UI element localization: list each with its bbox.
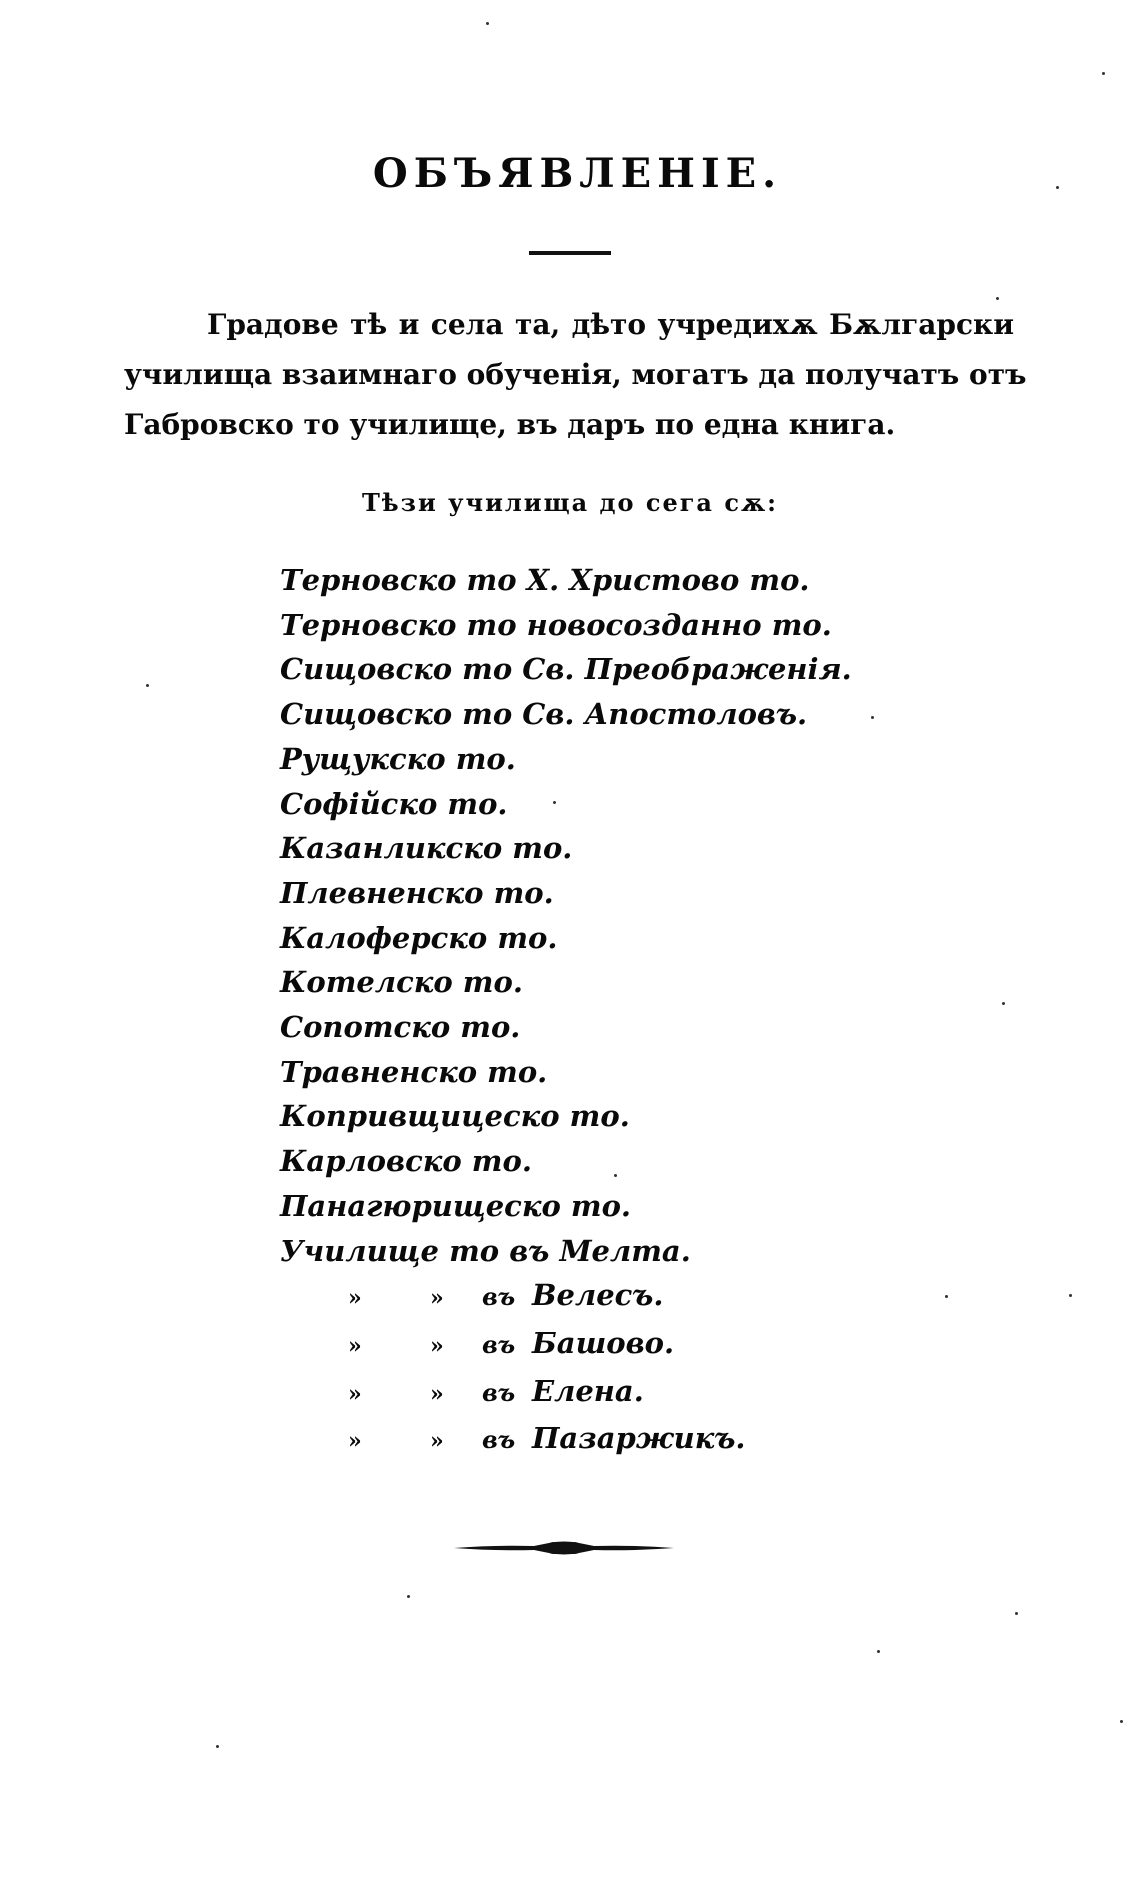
scan-speck xyxy=(407,1595,410,1598)
scan-speck xyxy=(871,716,874,719)
ditto-preposition: въ xyxy=(482,1377,516,1407)
paragraph-line-1: Градове тѣ и села та, дѣто учредихѫ Бѫлгарски xyxy=(207,308,1014,341)
scan-speck xyxy=(996,297,999,300)
paragraph-line-2: училища взаимнаго обученія, могатъ да получатъ отъ xyxy=(124,358,1027,391)
scan-speck xyxy=(486,22,489,25)
ditto-preposition: въ xyxy=(482,1425,516,1455)
schools-subheading: Тѣзи училища до сега сѫ: xyxy=(361,488,779,517)
ditto-mark: » xyxy=(348,1285,362,1312)
ditto-preposition: въ xyxy=(482,1329,516,1359)
ditto-school-item xyxy=(280,1321,852,1369)
ditto-mark: » xyxy=(430,1428,444,1455)
school-item: Училище то въ Мелта. xyxy=(280,1233,691,1268)
ditto-mark: » xyxy=(348,1380,362,1407)
school-item: Терновско то Х. Христово то. xyxy=(280,563,810,597)
school-item: Сопотско то. xyxy=(280,1010,521,1045)
scan-speck xyxy=(877,1650,880,1653)
page-title: ОБЪЯВЛЕНІЕ. xyxy=(372,150,783,197)
paragraph-line-3: Габровско то училище, въ даръ по една книга. xyxy=(124,408,896,441)
scan-speck xyxy=(614,1174,617,1177)
school-item: Калоферско то. xyxy=(280,920,558,955)
scan-speck xyxy=(1069,1294,1072,1297)
announcement-paragraph xyxy=(124,300,1027,450)
school-list xyxy=(280,558,852,1464)
ditto-mark: » xyxy=(430,1380,444,1407)
school-item: Казанликско то. xyxy=(280,831,573,866)
school-place: Елена. xyxy=(532,1373,644,1408)
school-place: Велесъ. xyxy=(532,1278,664,1313)
scan-speck xyxy=(553,801,556,804)
school-item: Рущукско то. xyxy=(280,741,516,776)
scan-speck xyxy=(146,684,149,687)
title-divider xyxy=(529,251,611,255)
ornament-divider xyxy=(454,1533,674,1563)
scan-speck xyxy=(945,1295,948,1298)
ditto-mark: » xyxy=(430,1285,444,1312)
school-item: Сищовско то Св. Преображенія. xyxy=(280,652,852,687)
school-item: Софійско то. xyxy=(280,786,508,821)
scan-speck xyxy=(1102,72,1105,75)
school-item: Травненско то. xyxy=(280,1054,548,1089)
ditto-school-item xyxy=(280,1273,852,1321)
scan-speck xyxy=(216,1745,219,1748)
ditto-mark: » xyxy=(348,1332,362,1359)
scan-speck xyxy=(1015,1612,1018,1615)
school-item: Карловско то. xyxy=(280,1144,532,1179)
school-item: Панагюрищеско то. xyxy=(280,1188,632,1223)
ditto-mark: » xyxy=(430,1332,444,1359)
scan-speck xyxy=(1002,1002,1005,1005)
scan-speck xyxy=(1056,186,1059,189)
ditto-preposition: въ xyxy=(482,1282,516,1312)
school-place: Пазаржикъ. xyxy=(532,1421,746,1456)
scan-speck xyxy=(1120,1720,1123,1723)
ditto-school-item xyxy=(280,1416,852,1464)
ditto-mark: » xyxy=(348,1428,362,1455)
school-item: Плевненско то. xyxy=(280,875,554,910)
school-place: Башово. xyxy=(532,1325,675,1360)
school-item: Сищовско то Св. Апостоловъ. xyxy=(280,697,808,732)
school-item: Терновско то новосозданно то. xyxy=(280,607,832,642)
school-item: Копривщицеско то. xyxy=(280,1099,630,1134)
ditto-school-item xyxy=(280,1369,852,1417)
school-item: Котелско то. xyxy=(280,965,523,1000)
